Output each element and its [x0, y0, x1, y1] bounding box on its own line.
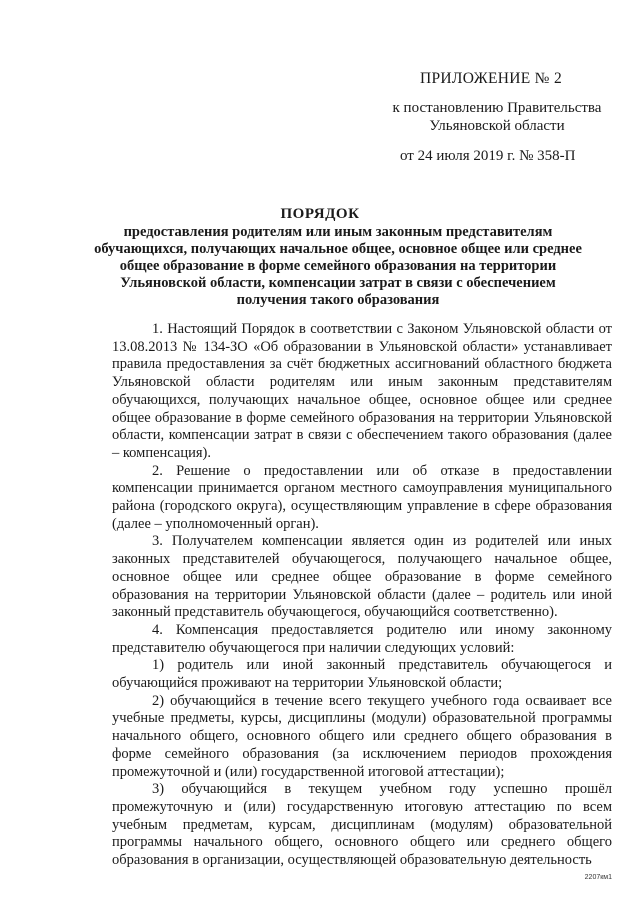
condition-1: 1) родитель или иной законный представитель обучающегося и обучающийся проживают на территории Ульяновской области; — [112, 657, 612, 692]
paragraph-3: 3. Получателем компенсации является один из родителей или иных законных представителей обучающегося, получающего начальное общее, основное общее или среднее общее образование в форме семейного образования на территории Ульяновской области (далее – родитель или иной законный представитель обучающегося, обучающийся соответственно). — [112, 533, 612, 621]
paragraph-1: 1. Настоящий Порядок в соответствии с Законом Ульяновской области от 13.08.2013 № 134-ЗО «Об образовании в Ульяновской области» устанавливает правила предоставления за счёт бюджетных ассигнований областного бюджета Ульяновской области родителям или иным законным представителям обучающихся, получающих начальное общее, основное общее или среднее общее образование в форме семейного образования на территории Ульяновской области, компенсации затрат в связи с обеспечением такого образования (далее – компенсация). — [112, 321, 612, 461]
document-body — [112, 321, 612, 870]
resolution-line-1: к постановлению Правительства — [392, 100, 602, 116]
page-code: 2207км1 — [584, 874, 612, 881]
document-subtitle: предоставления родителям или иным законным представителям обучающихся, получающих начальное общее, основное общее или среднее общее образование в форме семейного образования на территории Ульяновской области, компенсации затрат в связи с обеспечением получения такого образования — [94, 224, 582, 308]
resolution-reference — [382, 99, 612, 135]
document-title: ПОРЯДОК — [280, 206, 360, 222]
condition-2: 2) обучающийся в течение всего текущего учебного года осваивает все учебные предметы, курсы, дисциплины (модули) образовательной программы начального общего, основного общего или среднего общего образования в форме семейного образования (за исключением периодов прохождения промежуточной и (или) государственной итоговой аттестации); — [112, 692, 612, 780]
appendix-label: ПРИЛОЖЕНИЕ № 2 — [419, 70, 562, 87]
paragraph-2: 2. Решение о предоставлении или об отказе в предоставлении компенсации принимается органом местного самоуправления муниципального района (городского округа), осуществляющим управление в сфере образования (далее – уполномоченный орган). — [112, 462, 612, 532]
resolution-date: от 24 июля 2019 г. № 358-П — [400, 148, 576, 164]
paragraph-4: 4. Компенсация предоставляется родителю или иному законному представителю обучающегося при наличии следующих условий: — [112, 621, 612, 656]
resolution-line-2: Ульяновской области — [429, 118, 565, 134]
condition-3: 3) обучающийся в текущем учебном году успешно прошёл промежуточную и (или) государственную итоговую аттестацию по всем учебным предметам, курсам, дисциплинам (модулям) образовательной программы начального общего, основного общего или среднего общего образования в организации, осуществляющей образовательную деятельность — [112, 781, 612, 869]
